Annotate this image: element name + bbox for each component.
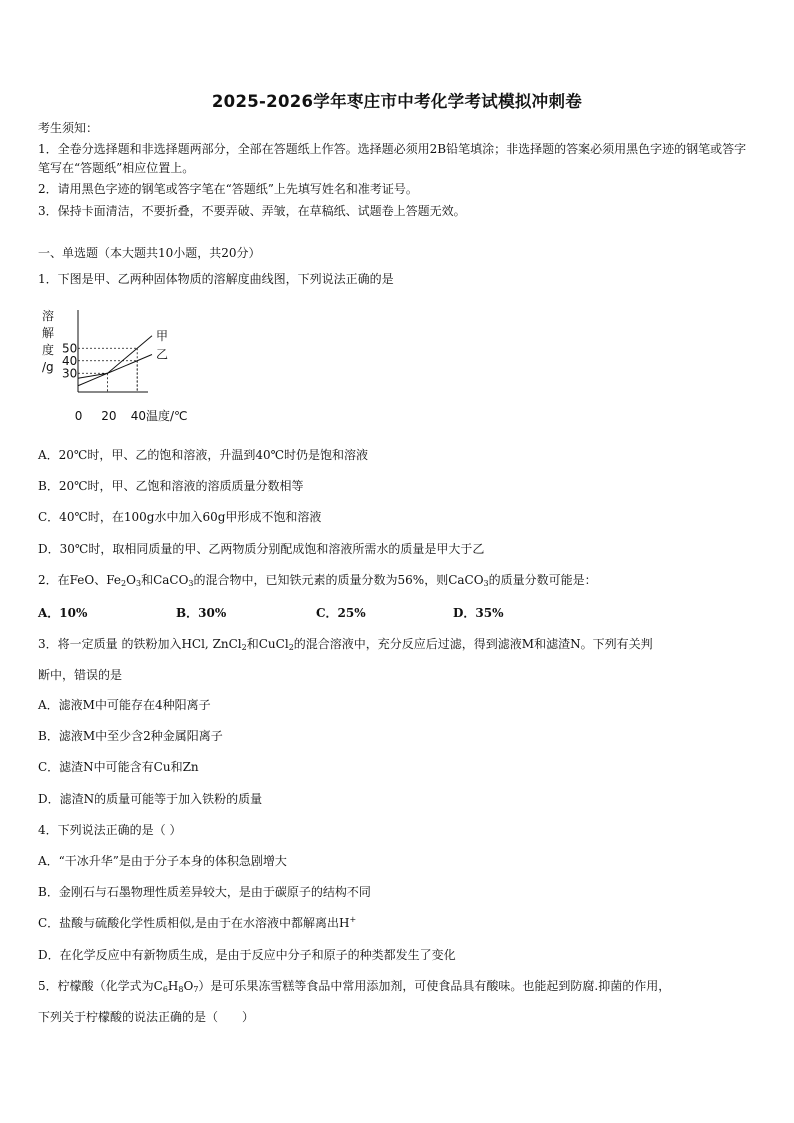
x-axis-label: 温度/℃ (146, 409, 188, 423)
q3-option-a: A．滤液M中可能存在4种阳离子 (38, 698, 211, 712)
q3-option-c: C．滤渣N中可能含有Cu和Zn (38, 760, 199, 774)
q1-option-a: A．20℃时，甲、乙的饱和溶液，升温到40℃时仍是饱和溶液 (38, 448, 369, 462)
notice-item-3: 3．保持卡面清洁，不要折叠，不要弄破、弄皱，在草稿纸、试题卷上答题无效。 (38, 204, 466, 218)
x-tick-label-0: 0 (74, 409, 83, 423)
y-axis-label-0: 溶 (42, 309, 55, 323)
q2-option-a: A．10% (38, 606, 88, 620)
y-tick-label-2: 30 (62, 366, 78, 381)
x-tick-label-2: 40 (130, 409, 147, 423)
q3-option-b: B．滤液M中至少含2种金属阳离子 (38, 729, 223, 743)
series-label-1: 乙 (156, 347, 169, 362)
q1-stem: 1．下图是甲、乙两种固体物质的溶解度曲线图，下列说法正确的是 (38, 272, 394, 286)
solubility-chart (36, 302, 206, 430)
q1-option-b: B．20℃时，甲、乙饱和溶液的溶质质量分数相等 (38, 479, 304, 493)
q1-option-c: C．40℃时，在100g水中加入60g甲形成不饱和溶液 (38, 510, 322, 524)
q4-stem: 4．下列说法正确的是（ ） (38, 823, 182, 837)
q2-stem: 2．在FeO、$Fe_2O_3$和CaCO$_3$的混合物中，已知铁元素的质量分数为56%，则CaCO$_3$的质量分数可能是： (38, 573, 597, 588)
x-tick-label-1: 20 (101, 409, 117, 423)
series-label-0: 甲 (156, 328, 169, 343)
notice-item-1: 1．全卷分选择题和非选择题两部分，全部在答题纸上作答。选择题必须用2B铅笔填涂；非选择题的答案必须用黑色字迹的钢笔或答字笔写在“答题纸”相应位置上。 (38, 142, 747, 175)
y-tick-label-1: 40 (62, 353, 78, 368)
q2-option-b: B．30% (176, 606, 227, 620)
q3-option-d: D．滤渣N的质量可能等于加入铁粉的质量 (38, 792, 263, 806)
q4-option-c: C．盐酸与硫酸化学性质相似,是由于在水溶液中都解离出H+ (38, 915, 357, 930)
y-axis-label-3: /g (42, 360, 54, 374)
q2-option-d: D．35% (453, 606, 504, 620)
notice-heading: 考生须知： (38, 121, 99, 135)
q4-option-b: B．金刚石与石墨物理性质差异较大，是由于碳原子的结构不同 (38, 885, 371, 899)
page-title: 2025-2026学年枣庄市中考化学考试模拟冲刺卷 (211, 92, 583, 111)
q2-option-c: C．25% (316, 606, 366, 620)
y-axis-label-2: 度 (42, 343, 55, 357)
y-axis-label-1: 解 (42, 326, 55, 340)
q4-option-a: A．“干冰升华”是由于分子本身的体积急剧增大 (38, 854, 287, 868)
q4-option-d: D．在化学反应中有新物质生成，是由于反应中分子和原子的种类都发生了变化 (38, 948, 456, 962)
q1-option-d: D．30℃时，取相同质量的甲、乙两物质分别配成饱和溶液所需水的质量是甲大于乙 (38, 542, 485, 556)
q5-stem: 5．柠檬酸（化学式为$C_6H_8O_7$）是可乐果冻雪糕等食品中常用添加剂，可使食品具有酸味。也能起到防腐.抑菌的作用， (38, 979, 671, 994)
q3-stem-line2: 断中，错误的是 (38, 668, 123, 682)
section-heading: 一、单选题（本大题共10小题，共20分） (38, 246, 261, 260)
q5-stem-line2: 下列关于柠檬酸的说法正确的是（ ） (38, 1010, 255, 1024)
q3-stem: 3．将一定质量 的铁粉加入HCl, ZnCl$_2$和CuCl$_2$的混合溶液中，充分反应后过滤，得到滤液M和滤渣N。下列有关判 (38, 637, 653, 652)
y-tick-label-0: 50 (62, 341, 78, 356)
notice-item-2: 2．请用黑色字迹的钢笔或答字笔在“答题纸”上先填写姓名和准考证号。 (38, 182, 418, 196)
